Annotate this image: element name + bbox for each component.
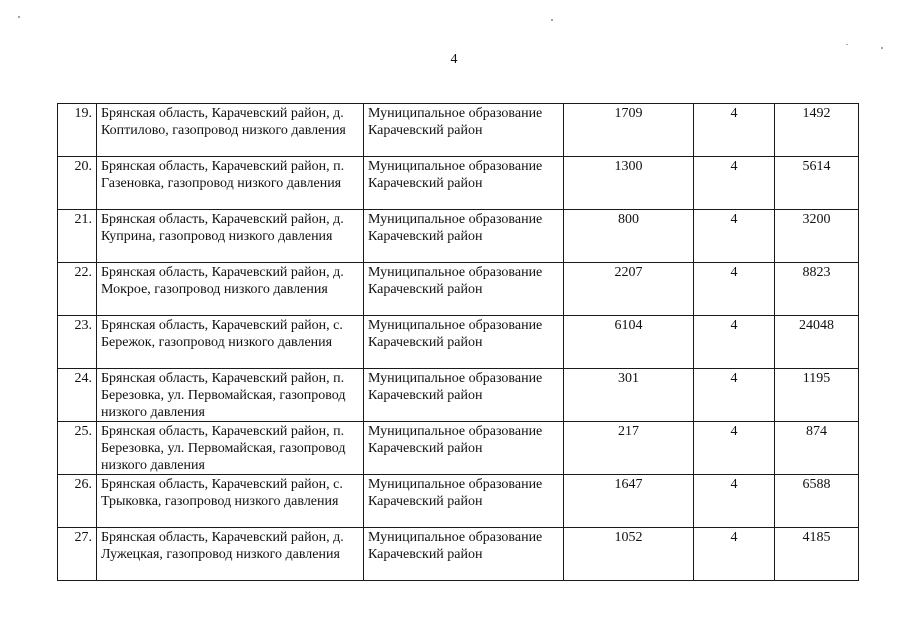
amount-value-cell: 3200 [775, 210, 859, 263]
row-number-cell: 22. [58, 263, 97, 316]
length-value-cell: 1709 [564, 104, 694, 157]
length-value-cell: 1300 [564, 157, 694, 210]
category-value-cell: 4 [694, 475, 775, 528]
owner-cell: Муниципальное образование Карачевский район [364, 263, 564, 316]
row-number-cell: 21. [58, 210, 97, 263]
owner-cell: Муниципальное образование Карачевский район [364, 475, 564, 528]
amount-value-cell: 1492 [775, 104, 859, 157]
table-row [58, 157, 859, 210]
category-value-cell: 4 [694, 528, 775, 581]
object-description-cell: Брянская область, Карачевский район, д. Куприна, газопровод низкого давления [97, 210, 364, 263]
row-number-cell: 24. [58, 369, 97, 422]
owner-cell: Муниципальное образование Карачевский район [364, 157, 564, 210]
length-value-cell: 1647 [564, 475, 694, 528]
table-row [58, 475, 859, 528]
object-description-cell: Брянская область, Карачевский район, д. Лужецкая, газопровод низкого давления [97, 528, 364, 581]
table-row [58, 316, 859, 369]
table-row [58, 210, 859, 263]
amount-value-cell: 1195 [775, 369, 859, 422]
table-row [58, 369, 859, 422]
length-value-cell: 1052 [564, 528, 694, 581]
row-number-cell: 23. [58, 316, 97, 369]
amount-value-cell: 6588 [775, 475, 859, 528]
amount-value-cell: 874 [775, 422, 859, 475]
scan-speck [846, 44, 848, 45]
row-number-cell: 20. [58, 157, 97, 210]
object-description-cell: Брянская область, Карачевский район, д. Мокрое, газопровод низкого давления [97, 263, 364, 316]
category-value-cell: 4 [694, 157, 775, 210]
table-row [58, 263, 859, 316]
scan-speck [18, 16, 20, 18]
amount-value-cell: 5614 [775, 157, 859, 210]
gas-pipeline-table [57, 103, 859, 581]
length-value-cell: 301 [564, 369, 694, 422]
table-row [58, 528, 859, 581]
object-description-cell: Брянская область, Карачевский район, п. Газеновка, газопровод низкого давления [97, 157, 364, 210]
owner-cell: Муниципальное образование Карачевский район [364, 104, 564, 157]
table-row [58, 422, 859, 475]
owner-cell: Муниципальное образование Карачевский район [364, 210, 564, 263]
scan-speck [881, 47, 883, 49]
owner-cell: Муниципальное образование Карачевский район [364, 316, 564, 369]
amount-value-cell: 4185 [775, 528, 859, 581]
length-value-cell: 6104 [564, 316, 694, 369]
row-number-cell: 26. [58, 475, 97, 528]
length-value-cell: 2207 [564, 263, 694, 316]
length-value-cell: 800 [564, 210, 694, 263]
object-description-cell: Брянская область, Карачевский район, д. Коптилово, газопровод низкого давления [97, 104, 364, 157]
category-value-cell: 4 [694, 104, 775, 157]
owner-cell: Муниципальное образование Карачевский район [364, 369, 564, 422]
owner-cell: Муниципальное образование Карачевский район [364, 422, 564, 475]
page-number: 4 [450, 52, 458, 67]
category-value-cell: 4 [694, 369, 775, 422]
length-value-cell: 217 [564, 422, 694, 475]
category-value-cell: 4 [694, 316, 775, 369]
row-number-cell: 25. [58, 422, 97, 475]
table-row [58, 104, 859, 157]
object-description-cell: Брянская область, Карачевский район, с. Бережок, газопровод низкого давления [97, 316, 364, 369]
object-description-cell: Брянская область, Карачевский район, п. Березовка, ул. Первомайская, газопровод низкого давления [97, 369, 364, 422]
category-value-cell: 4 [694, 422, 775, 475]
row-number-cell: 19. [58, 104, 97, 157]
owner-cell: Муниципальное образование Карачевский район [364, 528, 564, 581]
object-description-cell: Брянская область, Карачевский район, с. Трыковка, газопровод низкого давления [97, 475, 364, 528]
object-description-cell: Брянская область, Карачевский район, п. Березовка, ул. Первомайская, газопровод низкого давления [97, 422, 364, 475]
row-number-cell: 27. [58, 528, 97, 581]
scan-speck [551, 19, 553, 21]
category-value-cell: 4 [694, 210, 775, 263]
amount-value-cell: 24048 [775, 316, 859, 369]
amount-value-cell: 8823 [775, 263, 859, 316]
category-value-cell: 4 [694, 263, 775, 316]
